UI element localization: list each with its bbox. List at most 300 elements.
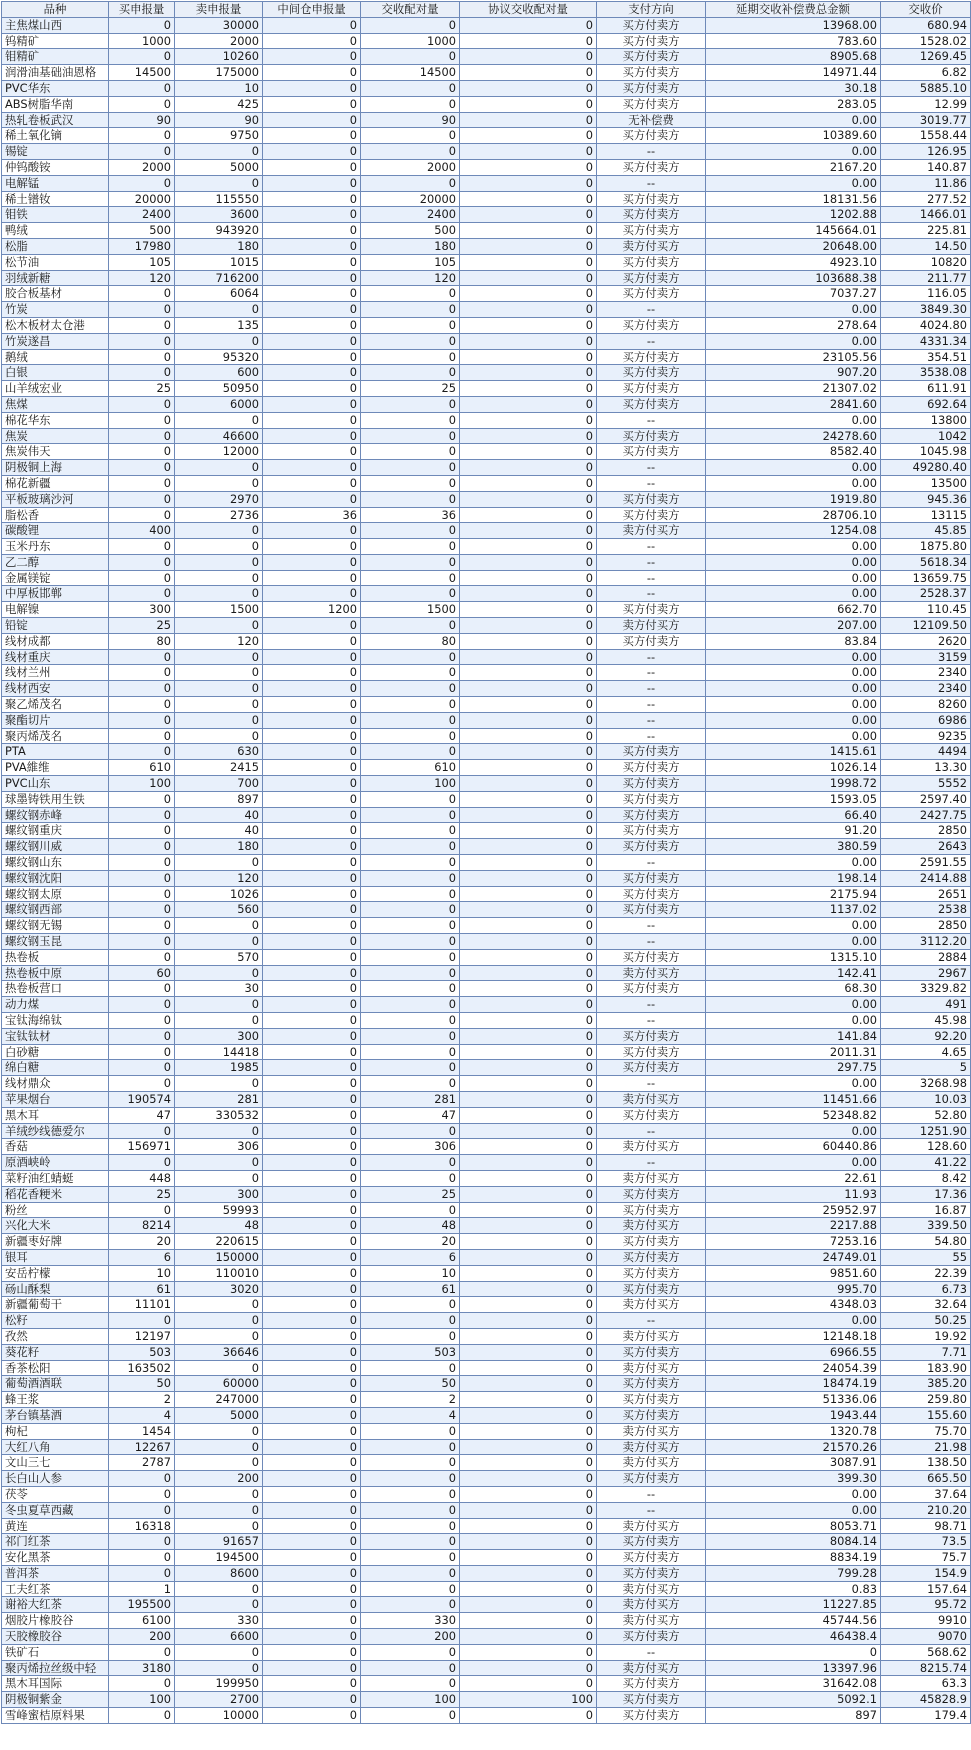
intermediate-volume-cell: 0 <box>263 665 361 681</box>
header-matched-volume: 交收配对量 <box>361 2 460 18</box>
payment-direction-cell: 买方付卖方 <box>597 1392 706 1408</box>
sell-volume-cell: 6600 <box>175 1629 263 1645</box>
compensation-total-cell: 91.20 <box>706 823 881 839</box>
agreement-volume-cell: 0 <box>460 1423 597 1439</box>
agreement-volume-cell: 0 <box>460 586 597 602</box>
variety-cell: 螺纹钢山东 <box>2 855 109 871</box>
header-variety: 品种 <box>2 2 109 18</box>
buy-volume-cell: 60 <box>109 965 175 981</box>
payment-direction-cell: 卖方付买方 <box>597 1597 706 1613</box>
intermediate-volume-cell: 0 <box>263 791 361 807</box>
matched-volume-cell: 0 <box>361 712 460 728</box>
sell-volume-cell: 0 <box>175 1170 263 1186</box>
delivery-price-cell: 14.50 <box>881 238 971 254</box>
delivery-price-cell: 4331.34 <box>881 333 971 349</box>
delivery-price-cell: 45.85 <box>881 523 971 539</box>
table-row <box>2 286 971 302</box>
table-row <box>2 586 971 602</box>
agreement-volume-cell: 0 <box>460 1534 597 1550</box>
buy-volume-cell: 10 <box>109 1265 175 1281</box>
sell-volume-cell: 0 <box>175 965 263 981</box>
matched-volume-cell: 0 <box>361 618 460 634</box>
sell-volume-cell: 716200 <box>175 270 263 286</box>
delivery-price-cell: 155.60 <box>881 1407 971 1423</box>
agreement-volume-cell: 0 <box>460 333 597 349</box>
sell-volume-cell: 560 <box>175 902 263 918</box>
delivery-price-cell: 2967 <box>881 965 971 981</box>
payment-direction-cell: 买方付卖方 <box>597 1186 706 1202</box>
sell-volume-cell: 2970 <box>175 491 263 507</box>
table-row <box>2 1629 971 1645</box>
variety-cell: PVA維维 <box>2 760 109 776</box>
sell-volume-cell: 14418 <box>175 1044 263 1060</box>
matched-volume-cell: 0 <box>361 460 460 476</box>
delivery-price-cell: 6986 <box>881 712 971 728</box>
agreement-volume-cell: 0 <box>460 1281 597 1297</box>
variety-cell: 线材重庆 <box>2 649 109 665</box>
delivery-price-cell: 13800 <box>881 412 971 428</box>
compensation-total-cell: 2011.31 <box>706 1044 881 1060</box>
agreement-volume-cell: 0 <box>460 681 597 697</box>
compensation-total-cell: 66.40 <box>706 807 881 823</box>
intermediate-volume-cell: 0 <box>263 475 361 491</box>
matched-volume-cell: 610 <box>361 760 460 776</box>
delivery-price-cell: 2651 <box>881 886 971 902</box>
sell-volume-cell: 60000 <box>175 1376 263 1392</box>
table-row <box>2 460 971 476</box>
agreement-volume-cell: 0 <box>460 1439 597 1455</box>
delivery-price-cell: 21.98 <box>881 1439 971 1455</box>
compensation-total-cell: 11451.66 <box>706 1091 881 1107</box>
buy-volume-cell: 0 <box>109 365 175 381</box>
sell-volume-cell: 194500 <box>175 1550 263 1566</box>
table-row <box>2 1455 971 1471</box>
table-row <box>2 1344 971 1360</box>
variety-cell: PVC华东 <box>2 80 109 96</box>
compensation-total-cell: 24278.60 <box>706 428 881 444</box>
matched-volume-cell: 0 <box>361 1328 460 1344</box>
intermediate-volume-cell: 0 <box>263 349 361 365</box>
variety-cell: 热轧卷板武汉 <box>2 112 109 128</box>
intermediate-volume-cell: 0 <box>263 1708 361 1724</box>
buy-volume-cell: 25 <box>109 618 175 634</box>
agreement-volume-cell: 0 <box>460 159 597 175</box>
intermediate-volume-cell: 0 <box>263 586 361 602</box>
compensation-total-cell: 1137.02 <box>706 902 881 918</box>
sell-volume-cell: 3600 <box>175 207 263 223</box>
payment-direction-cell: -- <box>597 554 706 570</box>
intermediate-volume-cell: 0 <box>263 1392 361 1408</box>
payment-direction-cell: -- <box>597 144 706 160</box>
sell-volume-cell: 5000 <box>175 159 263 175</box>
delivery-price-cell: 3268.98 <box>881 1076 971 1092</box>
agreement-volume-cell: 0 <box>460 1392 597 1408</box>
delivery-price-cell: 491 <box>881 997 971 1013</box>
payment-direction-cell: 卖方付买方 <box>597 1518 706 1534</box>
payment-direction-cell: 卖方付买方 <box>597 523 706 539</box>
compensation-total-cell: 3087.91 <box>706 1455 881 1471</box>
buy-volume-cell: 200 <box>109 1629 175 1645</box>
payment-direction-cell: 买方付卖方 <box>597 1708 706 1724</box>
table-row <box>2 317 971 333</box>
sell-volume-cell: 700 <box>175 776 263 792</box>
intermediate-volume-cell: 0 <box>263 1044 361 1060</box>
variety-cell: 鸭绒 <box>2 223 109 239</box>
agreement-volume-cell: 0 <box>460 807 597 823</box>
compensation-total-cell: 8084.14 <box>706 1534 881 1550</box>
agreement-volume-cell: 0 <box>460 1218 597 1234</box>
intermediate-volume-cell: 0 <box>263 1186 361 1202</box>
intermediate-volume-cell: 0 <box>263 1692 361 1708</box>
sell-volume-cell: 0 <box>175 665 263 681</box>
delivery-price-cell: 2850 <box>881 823 971 839</box>
variety-cell: 金属镁锭 <box>2 570 109 586</box>
agreement-volume-cell: 0 <box>460 1376 597 1392</box>
agreement-volume-cell: 0 <box>460 1581 597 1597</box>
agreement-volume-cell: 0 <box>460 238 597 254</box>
agreement-volume-cell: 0 <box>460 1091 597 1107</box>
table-row <box>2 934 971 950</box>
delivery-price-cell: 49280.40 <box>881 460 971 476</box>
payment-direction-cell: 买方付卖方 <box>597 949 706 965</box>
buy-volume-cell: 300 <box>109 602 175 618</box>
table-row <box>2 1044 971 1060</box>
intermediate-volume-cell: 0 <box>263 554 361 570</box>
delivery-price-cell: 10.03 <box>881 1091 971 1107</box>
sell-volume-cell: 0 <box>175 934 263 950</box>
sell-volume-cell: 300 <box>175 1186 263 1202</box>
buy-volume-cell: 0 <box>109 460 175 476</box>
payment-direction-cell: -- <box>597 681 706 697</box>
variety-cell: 钼精矿 <box>2 49 109 65</box>
compensation-total-cell: 8582.40 <box>706 444 881 460</box>
buy-volume-cell: 0 <box>109 1486 175 1502</box>
delivery-price-cell: 1269.45 <box>881 49 971 65</box>
intermediate-volume-cell: 0 <box>263 1249 361 1265</box>
delivery-price-cell: 1251.90 <box>881 1123 971 1139</box>
agreement-volume-cell: 0 <box>460 144 597 160</box>
matched-volume-cell: 0 <box>361 1455 460 1471</box>
variety-cell: 平板玻璃沙河 <box>2 491 109 507</box>
intermediate-volume-cell: 0 <box>263 1013 361 1029</box>
sell-volume-cell: 200 <box>175 1471 263 1487</box>
compensation-total-cell: 8053.71 <box>706 1518 881 1534</box>
agreement-volume-cell: 0 <box>460 1044 597 1060</box>
buy-volume-cell: 0 <box>109 96 175 112</box>
variety-cell: 葡萄酒酒联 <box>2 1376 109 1392</box>
payment-direction-cell: 卖方付买方 <box>597 1297 706 1313</box>
intermediate-volume-cell: 0 <box>263 270 361 286</box>
buy-volume-cell: 0 <box>109 144 175 160</box>
compensation-total-cell: 52348.82 <box>706 1107 881 1123</box>
payment-direction-cell: 买方付卖方 <box>597 507 706 523</box>
sell-volume-cell: 1500 <box>175 602 263 618</box>
agreement-volume-cell: 0 <box>460 728 597 744</box>
intermediate-volume-cell: 0 <box>263 1076 361 1092</box>
buy-volume-cell: 50 <box>109 1376 175 1392</box>
matched-volume-cell: 0 <box>361 286 460 302</box>
intermediate-volume-cell: 0 <box>263 159 361 175</box>
agreement-volume-cell: 0 <box>460 96 597 112</box>
variety-cell: 工夫红茶 <box>2 1581 109 1597</box>
compensation-total-cell: 25952.97 <box>706 1202 881 1218</box>
sell-volume-cell: 6064 <box>175 286 263 302</box>
matched-volume-cell: 0 <box>361 349 460 365</box>
variety-cell: 聚酯切片 <box>2 712 109 728</box>
sell-volume-cell: 220615 <box>175 1234 263 1250</box>
delivery-price-cell: 211.77 <box>881 270 971 286</box>
sell-volume-cell: 6000 <box>175 396 263 412</box>
intermediate-volume-cell: 0 <box>263 949 361 965</box>
table-row <box>2 207 971 223</box>
delivery-price-cell: 16.87 <box>881 1202 971 1218</box>
sell-volume-cell: 0 <box>175 554 263 570</box>
delivery-price-cell: 63.3 <box>881 1676 971 1692</box>
matched-volume-cell: 0 <box>361 1313 460 1329</box>
sell-volume-cell: 110010 <box>175 1265 263 1281</box>
agreement-volume-cell: 0 <box>460 460 597 476</box>
table-row <box>2 870 971 886</box>
buy-volume-cell: 0 <box>109 949 175 965</box>
variety-cell: 主焦煤山西 <box>2 17 109 33</box>
table-row <box>2 1281 971 1297</box>
compensation-total-cell: 30.18 <box>706 80 881 96</box>
table-row <box>2 49 971 65</box>
buy-volume-cell: 2 <box>109 1392 175 1408</box>
variety-cell: 焦炭 <box>2 428 109 444</box>
sell-volume-cell: 425 <box>175 96 263 112</box>
matched-volume-cell: 0 <box>361 649 460 665</box>
payment-direction-cell: 卖方付买方 <box>597 1360 706 1376</box>
intermediate-volume-cell: 0 <box>263 1107 361 1123</box>
compensation-total-cell: 4923.10 <box>706 254 881 270</box>
matched-volume-cell: 0 <box>361 302 460 318</box>
matched-volume-cell: 0 <box>361 365 460 381</box>
payment-direction-cell: 卖方付买方 <box>597 618 706 634</box>
payment-direction-cell: -- <box>597 855 706 871</box>
delivery-price-cell: 75.7 <box>881 1550 971 1566</box>
compensation-total-cell: 31642.08 <box>706 1676 881 1692</box>
sell-volume-cell: 0 <box>175 728 263 744</box>
matched-volume-cell: 0 <box>361 1060 460 1076</box>
table-row <box>2 776 971 792</box>
variety-cell: 热卷板营口 <box>2 981 109 997</box>
delivery-price-cell: 210.20 <box>881 1502 971 1518</box>
matched-volume-cell: 0 <box>361 428 460 444</box>
buy-volume-cell: 0 <box>109 1123 175 1139</box>
buy-volume-cell: 0 <box>109 807 175 823</box>
compensation-total-cell: 278.64 <box>706 317 881 333</box>
buy-volume-cell: 0 <box>109 570 175 586</box>
delivery-price-cell: 5 <box>881 1060 971 1076</box>
matched-volume-cell: 180 <box>361 238 460 254</box>
sell-volume-cell: 897 <box>175 791 263 807</box>
agreement-volume-cell: 0 <box>460 886 597 902</box>
payment-direction-cell: 买方付卖方 <box>597 33 706 49</box>
table-row <box>2 949 971 965</box>
sell-volume-cell: 3020 <box>175 1281 263 1297</box>
buy-volume-cell: 0 <box>109 744 175 760</box>
agreement-volume-cell: 0 <box>460 412 597 428</box>
intermediate-volume-cell: 0 <box>263 238 361 254</box>
compensation-total-cell: 7037.27 <box>706 286 881 302</box>
compensation-total-cell: 2217.88 <box>706 1218 881 1234</box>
payment-direction-cell: 卖方付买方 <box>597 238 706 254</box>
delivery-price-cell: 2340 <box>881 681 971 697</box>
agreement-volume-cell: 0 <box>460 760 597 776</box>
variety-cell: 羊绒纱线德爱尔 <box>2 1123 109 1139</box>
delivery-price-cell: 98.71 <box>881 1518 971 1534</box>
compensation-total-cell: 45744.56 <box>706 1613 881 1629</box>
compensation-total-cell: 0.00 <box>706 1313 881 1329</box>
agreement-volume-cell: 0 <box>460 1060 597 1076</box>
delivery-price-cell: 154.9 <box>881 1565 971 1581</box>
delivery-price-cell: 8.42 <box>881 1170 971 1186</box>
compensation-total-cell: 0.00 <box>706 712 881 728</box>
matched-volume-cell: 0 <box>361 1439 460 1455</box>
delivery-price-cell: 9070 <box>881 1629 971 1645</box>
compensation-total-cell: 24749.01 <box>706 1249 881 1265</box>
buy-volume-cell: 0 <box>109 507 175 523</box>
sell-volume-cell: 330 <box>175 1613 263 1629</box>
buy-volume-cell: 0 <box>109 396 175 412</box>
variety-cell: 螺纹钢无锡 <box>2 918 109 934</box>
matched-volume-cell: 0 <box>361 523 460 539</box>
variety-cell: 松籽 <box>2 1313 109 1329</box>
compensation-total-cell: 6966.55 <box>706 1344 881 1360</box>
sell-volume-cell: 0 <box>175 1313 263 1329</box>
matched-volume-cell: 20 <box>361 1234 460 1250</box>
delivery-table <box>1 1 971 1724</box>
intermediate-volume-cell: 0 <box>263 728 361 744</box>
variety-cell: 文山三七 <box>2 1455 109 1471</box>
intermediate-volume-cell: 0 <box>263 965 361 981</box>
intermediate-volume-cell: 0 <box>263 1550 361 1566</box>
intermediate-volume-cell: 0 <box>263 997 361 1013</box>
delivery-price-cell: 8215.74 <box>881 1660 971 1676</box>
payment-direction-cell: 买方付卖方 <box>597 428 706 444</box>
delivery-price-cell: 3538.08 <box>881 365 971 381</box>
sell-volume-cell: 0 <box>175 697 263 713</box>
buy-volume-cell: 0 <box>109 697 175 713</box>
agreement-volume-cell: 0 <box>460 80 597 96</box>
matched-volume-cell: 0 <box>361 918 460 934</box>
intermediate-volume-cell: 0 <box>263 1360 361 1376</box>
buy-volume-cell: 0 <box>109 302 175 318</box>
compensation-total-cell: 799.28 <box>706 1565 881 1581</box>
payment-direction-cell: 买方付卖方 <box>597 1376 706 1392</box>
compensation-total-cell: 1254.08 <box>706 523 881 539</box>
delivery-price-cell: 2538 <box>881 902 971 918</box>
compensation-total-cell: 207.00 <box>706 618 881 634</box>
intermediate-volume-cell: 0 <box>263 333 361 349</box>
delivery-price-cell: 385.20 <box>881 1376 971 1392</box>
compensation-total-cell: 0.00 <box>706 855 881 871</box>
buy-volume-cell: 0 <box>109 49 175 65</box>
payment-direction-cell: 买方付卖方 <box>597 1044 706 1060</box>
buy-volume-cell: 0 <box>109 1313 175 1329</box>
agreement-volume-cell: 0 <box>460 1170 597 1186</box>
buy-volume-cell: 0 <box>109 1502 175 1518</box>
delivery-price-cell: 692.64 <box>881 396 971 412</box>
agreement-volume-cell: 0 <box>460 1155 597 1171</box>
variety-cell: 聚丙烯茂名 <box>2 728 109 744</box>
matched-volume-cell: 25 <box>361 381 460 397</box>
compensation-total-cell: 1998.72 <box>706 776 881 792</box>
delivery-price-cell: 3849.30 <box>881 302 971 318</box>
compensation-total-cell: 60440.86 <box>706 1139 881 1155</box>
payment-direction-cell: 买方付卖方 <box>597 1407 706 1423</box>
sell-volume-cell: 2700 <box>175 1692 263 1708</box>
matched-volume-cell: 0 <box>361 144 460 160</box>
delivery-price-cell: 4494 <box>881 744 971 760</box>
matched-volume-cell: 0 <box>361 1550 460 1566</box>
payment-direction-cell: 买方付卖方 <box>597 1202 706 1218</box>
matched-volume-cell: 0 <box>361 491 460 507</box>
buy-volume-cell: 0 <box>109 175 175 191</box>
variety-cell: 孜然 <box>2 1328 109 1344</box>
agreement-volume-cell: 0 <box>460 112 597 128</box>
sell-volume-cell: 0 <box>175 712 263 728</box>
table-row <box>2 570 971 586</box>
variety-cell: 稀土氧化镝 <box>2 128 109 144</box>
agreement-volume-cell: 0 <box>460 1407 597 1423</box>
agreement-volume-cell: 0 <box>460 1455 597 1471</box>
matched-volume-cell: 0 <box>361 886 460 902</box>
sell-volume-cell: 0 <box>175 649 263 665</box>
agreement-volume-cell: 0 <box>460 444 597 460</box>
delivery-price-cell: 138.50 <box>881 1455 971 1471</box>
variety-cell: 枸杞 <box>2 1423 109 1439</box>
sell-volume-cell: 2000 <box>175 33 263 49</box>
sell-volume-cell: 30000 <box>175 17 263 33</box>
sell-volume-cell: 0 <box>175 681 263 697</box>
table-row <box>2 918 971 934</box>
agreement-volume-cell: 0 <box>460 965 597 981</box>
agreement-volume-cell: 0 <box>460 1518 597 1534</box>
matched-volume-cell: 25 <box>361 1186 460 1202</box>
payment-direction-cell: 买方付卖方 <box>597 80 706 96</box>
buy-volume-cell: 0 <box>109 791 175 807</box>
variety-cell: 砀山酥梨 <box>2 1281 109 1297</box>
compensation-total-cell: 0.00 <box>706 1486 881 1502</box>
matched-volume-cell: 0 <box>361 997 460 1013</box>
delivery-price-cell: 2427.75 <box>881 807 971 823</box>
matched-volume-cell: 0 <box>361 1044 460 1060</box>
compensation-total-cell: 12148.18 <box>706 1328 881 1344</box>
agreement-volume-cell: 0 <box>460 381 597 397</box>
agreement-volume-cell: 0 <box>460 428 597 444</box>
compensation-total-cell: 0.00 <box>706 175 881 191</box>
payment-direction-cell: 买方付卖方 <box>597 760 706 776</box>
matched-volume-cell: 0 <box>361 665 460 681</box>
variety-cell: 碳酸锂 <box>2 523 109 539</box>
matched-volume-cell: 0 <box>361 1660 460 1676</box>
variety-cell: 黑木耳 <box>2 1107 109 1123</box>
intermediate-volume-cell: 0 <box>263 1123 361 1139</box>
compensation-total-cell: 297.75 <box>706 1060 881 1076</box>
matched-volume-cell: 1500 <box>361 602 460 618</box>
sell-volume-cell: 48 <box>175 1218 263 1234</box>
variety-cell: 铅锭 <box>2 618 109 634</box>
sell-volume-cell: 0 <box>175 570 263 586</box>
buy-volume-cell: 80 <box>109 633 175 649</box>
payment-direction-cell: -- <box>597 570 706 586</box>
table-body <box>2 17 971 1723</box>
variety-cell: 普洱茶 <box>2 1565 109 1581</box>
sell-volume-cell: 120 <box>175 870 263 886</box>
agreement-volume-cell: 100 <box>460 1692 597 1708</box>
